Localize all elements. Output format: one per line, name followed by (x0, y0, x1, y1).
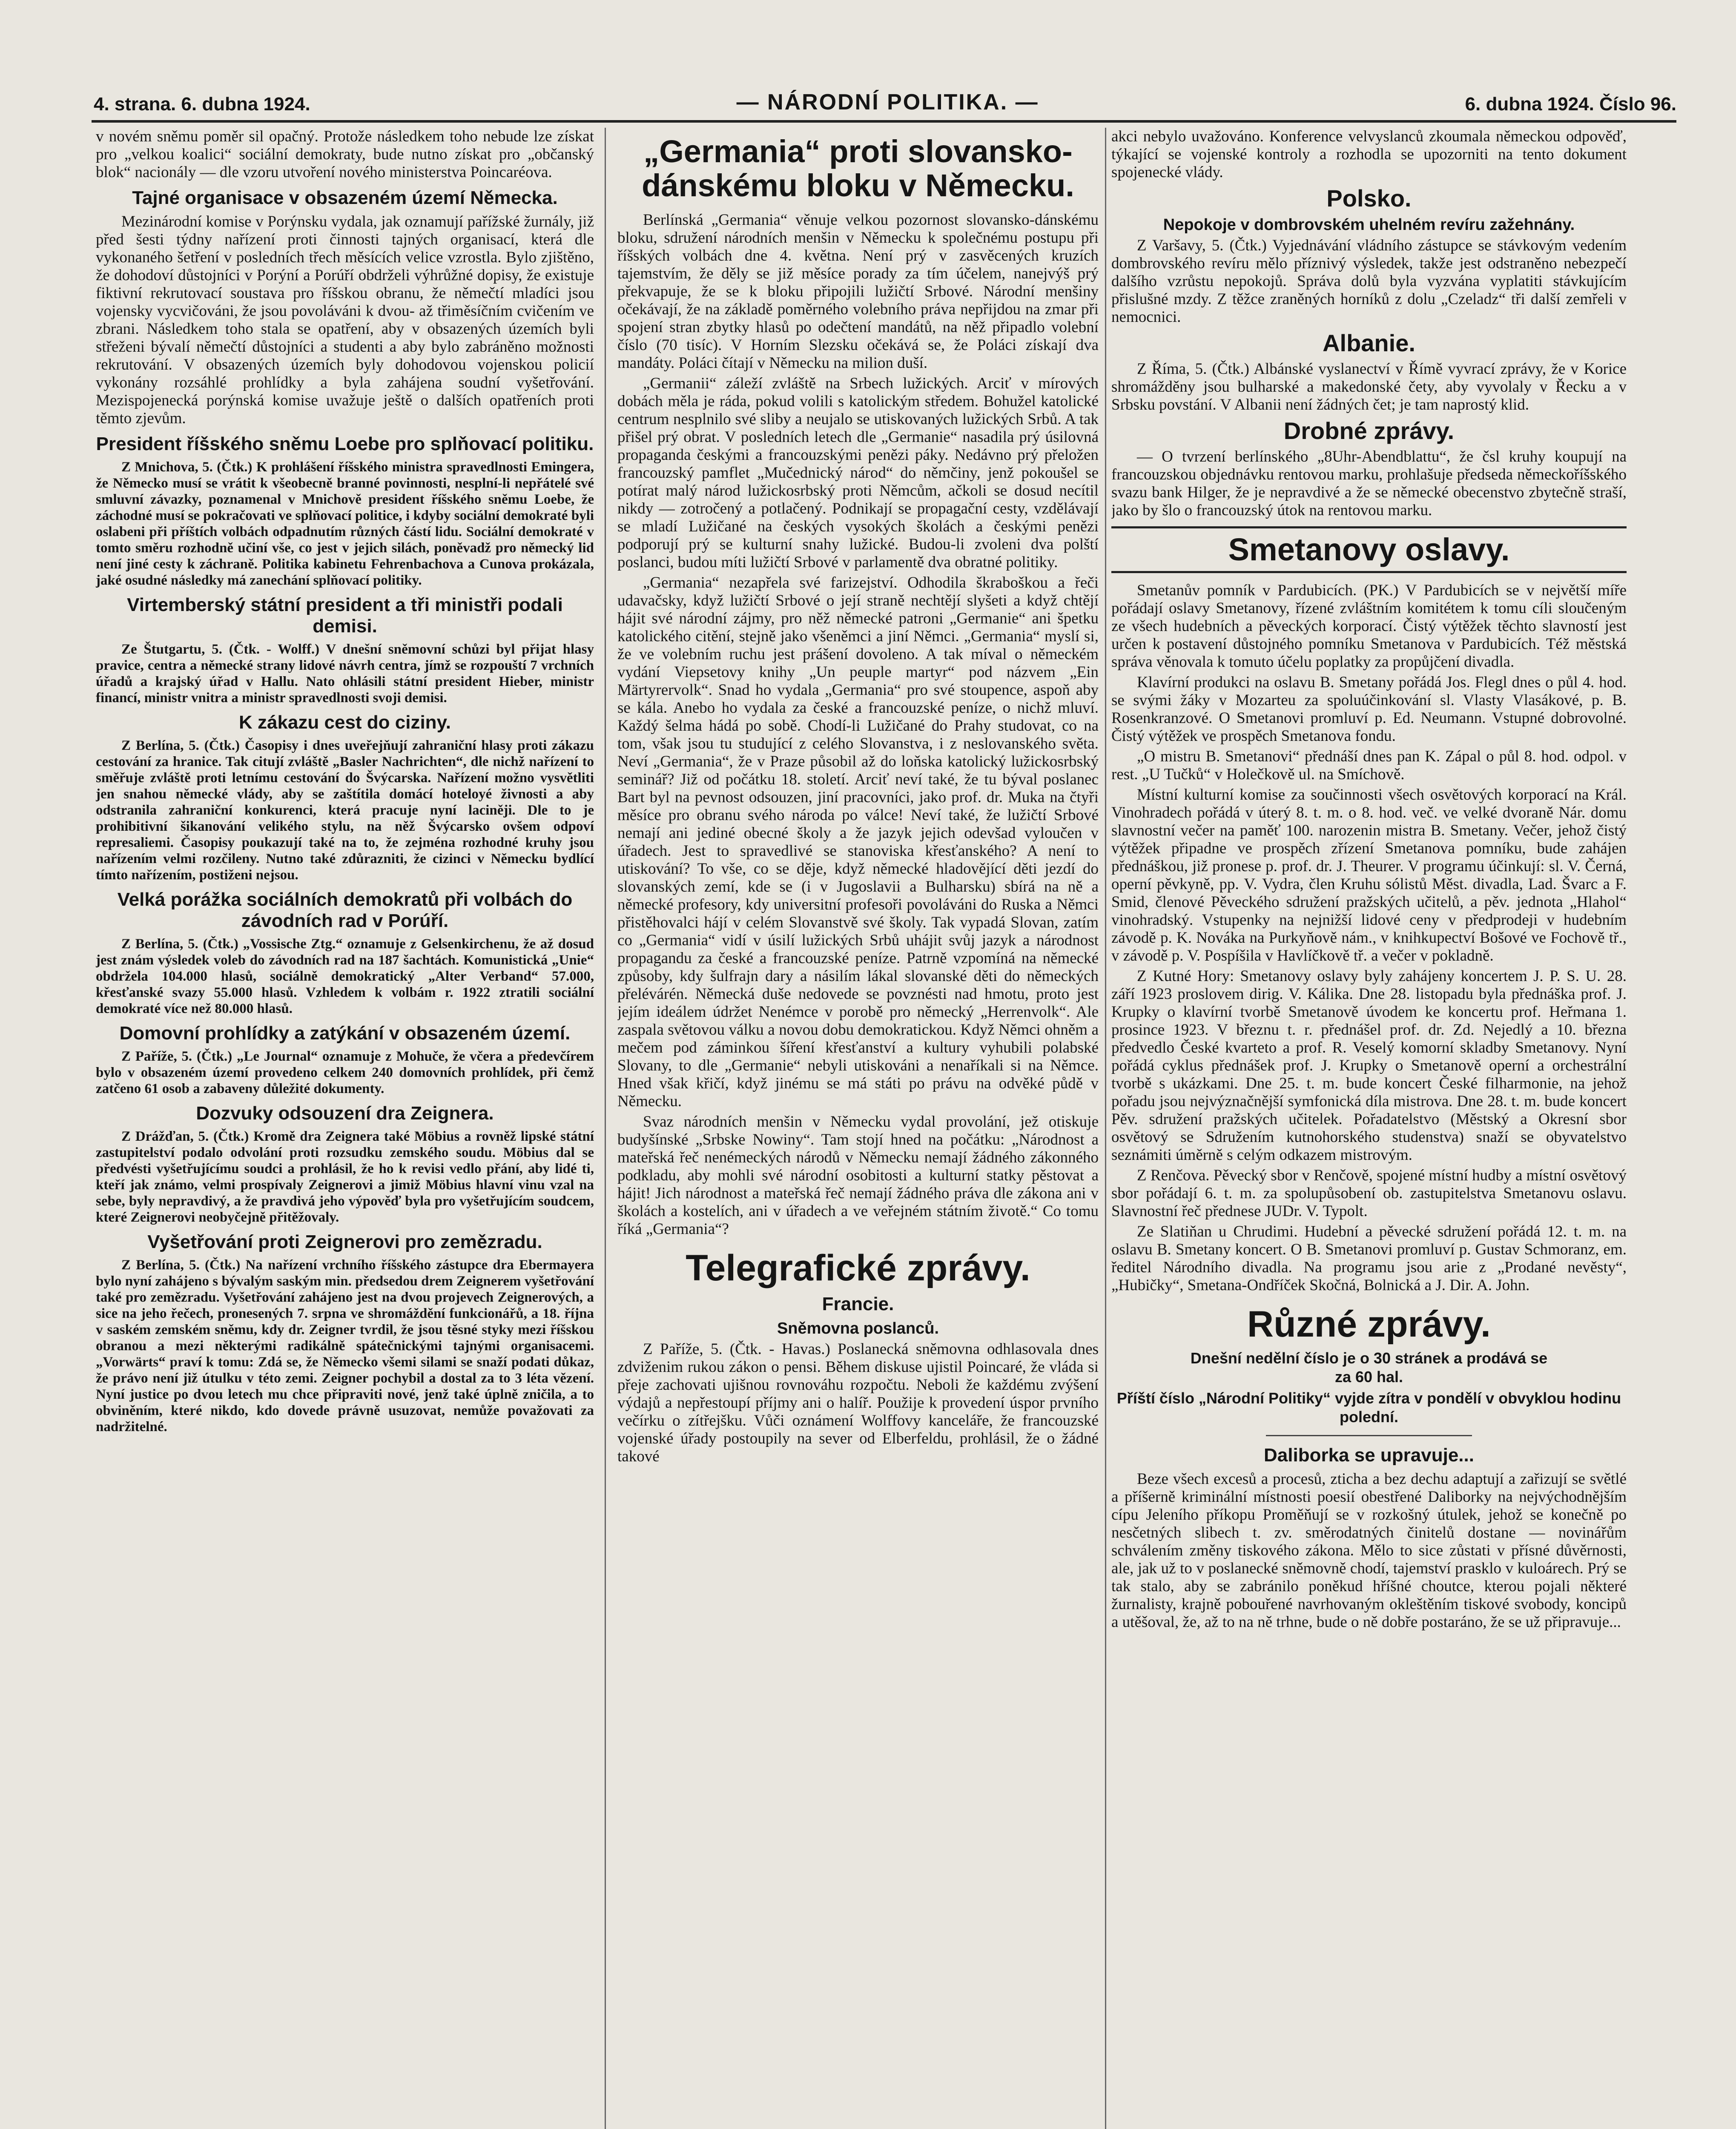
headline: Velká porážka sociálních demokratů při volbách do závodních rad v Porúří. (117, 889, 573, 931)
article-text: akci nebylo uvažováno. Konference velvyslanců zkoumala německou odpověď, týkající se vojenské kontroly a rozhodla se upozorniti na tento dokument spojenecké vlády. (1111, 128, 1627, 181)
headline: Vyšetřování proti Zeignerovi pro zemězradu. (147, 1231, 542, 1252)
article-text: „Germania“ nezapřela své farizejství. Odhodila škraboškou a řeči udavačsky, když lužičtí Srbové o její straně nechtějí slyšeti a když chtějí hájit své národní zájmy, pro něž německé patroni „Germanie“ ani špetku katolického citění, stejně jako všeněmci a jiní Němci. „Germania“ myslí si, že ve volebním ruchu jest prášení dovoleno. A tak míval o německém vydání Viepsetovy knihy „Un peuple martyr“ pod názvem „Ein Märtyrervolk“. Snad ho vydala „Germania“ pro své stoupence, aspoň aby se kála. Anebo ho vydala za české a francouzské peníze, o nichž mluví. Každý šelma hádá po sobě. Chodí-li Lužičané do Prahy studovat, co na tom, však jsou tu studující z celého Slovanstva, i z neslovanského světa. Neví „Germania“, že v Praze působil až do loňska katolický lužickosrbský seminář? Již od počátku 18. století. Arciť neví také, že tu býval poslanec Bart byl na pevnost odsouzen, jiní pracovníci, jako prof. dr. Muka na čtyři měsíce pro obranu svého národa po válce! Neví také, že lužičtí Srbové nemají ani jediné obecné školy a že jazyk jejich odevšad vyloučen v úřadech. Jest to spravedlivé se stanoviska křesťanského? A není to utiskování? To vše, co se děje, když německé hladovějící děti jezdí do slovanských zemí, kde se (i v Jugoslavii a Bulharsku) sbírá na ně a německé profesory, kdy universitní profesoři povoláváni do Ruska a Němci přistěhovalci hájí v celém Slovanstvě své školy. Tak vypadá Slovan, zatím co „Germania“ vidí v úsilí lužických Srbů uhájit svůj jazyk a národnost propagandu za české a francouzské peníze. Patrně vzpomíná na německé způsoby, kdy šulfrajn dary a násilím lákal slovanské děti do německých přelévárén. Německá duše nedovede se povznésti nad hmotu, proto jest jejím ideálem údržet Nenémce v porobě pro německý „Herrenvolk“. Ale zaspala světovou válku a novou dobu demokratickou. Když Němci ohněm a mečem pod záminkou šíření křesťanství a kultury vyhubili polabské Slovany, to dle „Germanie“ nebyli utiskováni a nenaříkali si na Němce. Hned však křičí, když jinému se má státi po právu na odvěké půdě v Německu. (617, 574, 1099, 1110)
article-text: Z Berlína, 5. (Čtk.) Časopisy i dnes uveřejňují zahraniční hlasy proti zákazu cestování za hranice. Tak citují zvláště „Basler Nachrichten“, dle nichž nařízení to směřuje zvláště proti letnímu cestování do Švýcarska. Nařízení možno vysvětliti jen snahou německé vlády, aby se zaštítila domácí hoteloyé živnosti a aby odstranila zahraniční konkurenci, která pracuje nyní laciněji. Dle to je prohibitivní šikanování velikého stylu, na něž Švýcarsko ovšem odpoví represaliemi. Časopisy poukazují také na to, že zejména rozhodné kruhy jsou nařízením velmi rozčileny. Nutno také zdůrazniti, že cizinci v Německu bydlící tímto nařízením, postiženi nejsou. (96, 738, 594, 883)
article-text: „Germanii“ záleží zvláště na Srbech lužických. Arciť v mírových dobách měla je ráda, pokud volili s katolickým středem. Bohužel katolické centrum nesplnilo své sliby a neujalo se utiskovaných lužických Srbů. A tak přišel prý obrat. V posledních letech dle „Germanie“ nasadila prý úsilovná propaganda českými a francouzskými penězi páky. Nedávno prý přeložen francouzský pamflet „Mučednický národ“ do němčiny, jenž pokoušel se potírat malý národ lužickosrbský proti Němcům, ačkoli se dosud necítil nikdy — zotročený a potlačený. Podnikají se propagační cesty, vzdělávají se mladí Lužičané na českých vysokých školách a českými penězi podporují prý se kulturní snahy lužické. Budou-li zvoleni dva polští poslanci, budou míti lužičtí Srbové v parlamentě dva obratné politiky. (617, 375, 1099, 571)
column-divider (1105, 128, 1106, 2129)
article-text: Z Kutné Hory: Smetanovy oslavy byly zahájeny koncertem J. P. S. U. 28. září 1923 proslovem dirig. V. Kálika. Dne 28. listopadu byla přednáška prof. J. Krupky o klavírní tvorbě Smetanově úvodem ke koncertu prof. Heřmana 1. prosince 1923. V březnu t. r. přednášel prof. dr. Zd. Nejedlý a 10. března předvedlo České kvarteto a prof. R. Veselý komorní skladby Smetanovy. Nyní pořádá cyklus přednášek prof. J. Krupky o Smetanově operní a orchestrální tvorbě s ukázkami. Dne 25. t. m. bude koncert České filharmonie, na jehož pořadu jsou nejvýznačnější symfonická díla mistrova. Dne 28. t. m. bude koncert Pěv. sdružení pražských učitelek. Pořadatelstvo (Městský a Okresní sbor osvětový se Sdružením kutnohorského studenstva) snaží se obyvatelstvo seznámiti úměrně s celým odkazem mistrovým. (1111, 967, 1627, 1164)
article-text: Z Paříže, 5. (Čtk. - Havas.) Poslanecká sněmovna odhlasovala dnes zdviženim rukou zákon o pensi. Během diskuse ujistil Poincaré, že vláda si přeje zachovati ujišnou rovnováhu rozpočtu. Neboli že každému zvýšení výdajů a nepřestoupí příjmy ani o halíř. Použije k provedení úspor prvního večírku o zítřejšku. Vůči oznámení Wolffovy kanceláře, že francouzské vojenské úřady postoupily na sever od Elberfeldu, prohlásil, že o žádné takové (617, 1340, 1099, 1465)
running-header (94, 85, 1676, 115)
article-text: Smetanův pomník v Pardubicích. (PK.) V Pardubicích se v největší míře pořádají oslavy Smetanovy, řízené zvláštním komitétem k tomu cíli sloučeným ze všech hudebních a pěveckých korporací. Čistý výtěžek těchto slavností jest určen k postavení důstojného pomníku Smetanova v Pardubicích. Též městská správa věnovala k tomuto účelu poplatky za propůjčení divadla. (1111, 582, 1627, 671)
article-text: Z Paříže, 5. (Čtk.) „Le Journal“ oznamuje z Mohuče, že včera a předevčírem bylo v obsazeném území provedeno celkem 240 domovních prohlídek, při čemž zatčeno 61 osob a zabaveny důležité dokumenty. (96, 1049, 594, 1096)
article-text: Z Berlína, 5. (Čtk.) Na nařízení vrchního říšského zástupce dra Ebermayera bylo nyní zahájeno s bývalým saským min. předsedou drem Zeignerem vyšetřování také pro zemězradu. Vyšetřování zahájeno jest na dvou projevech Zeignerových, a sice na jeho řečech, pronesených 7. srpna ve shromáždění funkcionářů, a 18. října v saském zemském sněmu, kdy dr. Zeigner tvrdil, že jsou těsné styky mezi říšskou obranou a mezi některými radikálně spátečnickými tajnými organisacemi. „Vorwärts“ praví k tomu: Zdá se, že Německo všemi silami se snaží podati důkaz, že právo není již útulku v této zemi. Zeigner pochybil a dostal za to 3 léta vězení. Nyní justice po dvou letech mu chce připraviti nové, jenž také úplně zničila, a to obviněním, které nikdo, kdo dovede právně usuzovat, nemůže považovati za nadržitelné. (96, 1257, 594, 1435)
headline: Polsko. (1326, 185, 1412, 212)
section-heading: Smetanovy oslavy. (1111, 526, 1627, 573)
article-text: Mezinárodní komise v Porýnsku vydala, jak oznamují pařížské žurnály, již před šesti týdny nařízení proti činnosti tajných organisací, která dle vykonaného šetření v posledních třech měsících velice vzrostla. Bylo zjištěno, že dohodoví důstojníci v Porýní a Porúří obdrželi výhrůžné dopisy, že existuje fiktivní rekrutovací soustava pro říšskou obranu, že němečtí mladíci jsou vojensky vycvičováni, že jsou povoláváni k dvou- až třiměsíčním cvičením ve zbrani. Následkem toho stala se opatření, aby v obsazených územích byli střeženi bývalí němečtí důstojníci a studenti a aby bylo zabráněno možnosti rekrutování. V obsazených územích byly dohodovou vojenskou policií vykonány rozsáhlé prohlídky a byla zahájena soudní vyšetřování. Mezispojenecká porýnská komise uvažuje ještě o dalších opatřeních proti těmto zjevům. (96, 213, 594, 427)
article-text: Ze Štutgartu, 5. (Čtk. - Wolff.) V dnešní sněmovní schůzi byl přijat hlasy pravice, centra a německé strany lidové návrh centra, jímž se rozpouští 7 vrchních úřadů a krajský úřad v Hallu. Nato ohlásili státní president Hieber, ministr financí, ministr vnitra a ministr spravedlnosti svoji demisi. (96, 642, 594, 706)
next-issue-notice: Příští číslo „Národní Politiky“ vyjde zítra v pondělí v obvyklou hodinu polední. (1116, 1389, 1621, 1426)
headline: K zákazu cest do ciziny. (238, 712, 451, 733)
article-text: Z Říma, 5. (Čtk.) Albánské vyslanectví v Římě vyvrací zprávy, že v Korice shromážděny jsou bulharské a makedonské čety, aby vyvolaly v Řecku a v Srbsku povstání. V Albanii není žádných čet; je tam naprostý klid. (1111, 360, 1627, 413)
article-text: Z Mnichova, 5. (Čtk.) K prohlášení říšského ministra spravedlnosti Emingera, že Německo musí se vrátit k všeobecně branné povinnosti, nesplní-li nepřátelé své smluvní závazky, poznamenal v Mnichově president říšského sněmu Loebe, že záchodné musí se pokračovati ve splňovací politice, i kdyby sociální demokraté byli oslabeni při příštích volbách odpadnutím různých částí lidu. Sociální demokraté v tomto směru rozhodně učiní vše, co jest v jejich silách, poněvadž pro německý lid není jiné cesty k záchraně. Politika kabinetu Fehrenbachova a Cunova prokázala, jaké osudné následky má zanechání splňovací politiky. (96, 459, 594, 588)
header-left: 4. strana. 6. dubna 1924. (94, 94, 310, 115)
article-text: „O mistru B. Smetanovi“ přednáší dnes pan K. Zápal o půl 8. hod. odpol. v rest. „U Tučků“ v Holečkově ul. na Smíchově. (1111, 748, 1627, 783)
headline: President říšského sněmu Loebe pro splňovací politiku. (96, 433, 594, 454)
headline: Drobné zprávy. (1283, 417, 1455, 444)
article-text: Klavírní produkci na oslavu B. Smetany pořádá Jos. Flegl dnes o půl 4. hod. se svými žáky v Mozarteu za spoluúčinkování sl. Vlasty Vlasákové, p. B. Rosenkranzové. O Smetanovi promluví p. Ed. Neumann. Vstupné dobrovolné. Čistý výtěžek ve prospěch Smetanova fondu. (1111, 674, 1627, 745)
article-text: Ze Slatiňan u Chrudimi. Hudební a pěvecké sdružení pořádá 12. t. m. na oslavu B. Smetany koncert. O B. Smetanovi promluví p. Gustav Schmoranz, em. ředitel Národního divadla. Na programu jsou arie z „Prodané nevěsty“, „Hubičky“, Smetana-Ondříček Skočná, Bolnická a J. Dir. A. John. (1111, 1223, 1627, 1294)
article-text: Berlínská „Germania“ věnuje velkou pozornost slovansko-dánskému bloku, sdružení národních menšin v Německu k společnému postupu při říšských volbách dne 4. května. Není prý v zasvěcených kruzích tajemstvím, že děly se již měsíce porady za tím účelem, nanejvýš prý překvapuje, že se k bloku připojili lužičtí Srbové. Národní menšiny očekávají, že na základě poměrného volebního práva nepřijdou na zmar při spojení stran zbytky hlasů po odečtení mandátů, na něž připadlo volební číslo (70 tisíc). V Horním Slezsku očekává se, že Poláci získají dva mandáty. Poláci čítají v Německu na milion duší. (617, 211, 1099, 372)
article-text: Místní kulturní komise za součinnosti všech osvětových korporací na Král. Vinohradech pořádá v úterý 8. t. m. o 8. hod. več. ve velké dvoraně Nár. domu slavnostní večer na paměť 100. narozenin mistra B. Smetany. Večer, jehož čistý výtěžek připadne ve prospěch zřízení Smetanova pomníku, bude zahájen přednáškou, již pronese p. prof. dr. J. Theurer. V programu účinkují: sl. V. Černá, operní pěvkyně, pp. V. Vydra, člen Kruhu sólistů Měst. divadla, Lad. Švarc a F. Smid, členové Pěveckého sdružení pražských učitelů, a pěv. jednota „Hlahol“ vinohradský. Vstupenky na nejnižší lidové ceny v předprodeji v hudebním závodě p. K. Nováka na Purkyňově nám., v knihkupectví Bošové ve Fochově tř., v závodě p. V. Pospíšila v Havlíčkově tř. a večer v pokladně. (1111, 786, 1627, 964)
price-notice (1111, 1349, 1627, 1386)
headline: „Germania“ proti slovansko-dánskému bloku v Německu. (642, 134, 1074, 203)
headline: Daliborka se upravuje... (1264, 1445, 1474, 1466)
section-heading: Telegrafické zprávy. (686, 1248, 1030, 1288)
divider (1266, 1435, 1472, 1436)
price-notice-text: Dnešní nedělní číslo je o 30 stránek a prodává se (1190, 1349, 1548, 1367)
subheadline: Nepokoje v dombrovském uhelném revíru zažehnány. (1163, 216, 1575, 234)
column-3 (1111, 128, 1627, 2129)
article-text: — O tvrzení berlínského „8Uhr-Abendblattu“, že čsl kruhy koupují na francouzskou objednávku rentovou marku, prohlašuje předseda německoříšského svazu bank Hilger, že je nepravdivé a že se německé obecenstvo zbytečně straší, jako by šlo o francouzský útok na rentovou marku. (1111, 448, 1627, 519)
article-text: Z Renčova. Pěvecký sbor v Renčově, spojené místní hudby a místní osvětový sbor pořádají 6. t. m. za spolupůsobení ob. zastupitelstva Smetanovu oslavu. Slavnostní řeč přednese JUDr. V. Typolt. (1111, 1167, 1627, 1220)
section-heading: Různé zprávy. (1247, 1304, 1491, 1345)
subheadline: Sněmovna poslanců. (777, 1320, 939, 1337)
article-text: Z Varšavy, 5. (Čtk.) Vyjednávání vládního zástupce se stávkovým vedením dombrovského revíru mělo příznivý výsledek, takže jest odstraněno nebezpečí dalšího vzrůstu nepokojů. Správa dolů byla vyzvána vyplatiti stávkujícím přislušné mzdy. Z těžce zraněných horníků z dolu „Czeladz“ tři další zemřeli v nemocnici. (1111, 237, 1627, 326)
article-text: Z Berlína, 5. (Čtk.) „Vossische Ztg.“ oznamuje z Gelsenkirchenu, že až dosud jest znám výsledek voleb do závodních rad na 187 šachtách. Komunistická „Unie“ obdržela 104.000 hlasů, sociálně demokratický „Alter Verband“ 57.000, křesťanské svazy 55.000 hlasů. Vzhledem k volbám r. 1922 ztratili sociální demokraté více než 80.000 hlasů. (96, 936, 594, 1016)
price-notice-unit: za 60 hal. (1334, 1368, 1403, 1386)
headline: Virtemberský státní president a tři ministři podali demisi. (127, 594, 563, 637)
headline: Domovní prohlídky a zatýkání v obsazeném území. (119, 1023, 571, 1044)
article-text: Z Drážďan, 5. (Čtk.) Kromě dra Zeignera také Möbius a rovněž lipské státní zastupitelství podalo odvolání proti rozsudku zemského soudu. Möbius dal se předvésti vyšetřujícímu soudci a prohlásil, že ho k revisi vedlo přání, aby lidé ti, kteří jak známo, velmi prospívaly Zeignerovi a jimiž Möbius hlavní vinu vzal na sebe, byly nepravdivý, a že pravdivá jeho výpověď byla pro vyšetřujícím soudcem, které Zeignerovi neobyčejně přitěžovaly. (96, 1129, 594, 1225)
headline: Albanie. (1323, 330, 1415, 356)
header-right: 6. dubna 1924. Číslo 96. (1465, 94, 1676, 115)
headline: Francie. (822, 1294, 894, 1314)
column-divider (605, 128, 606, 2129)
headline: Tajné organisace v obsazeném území Německa. (132, 187, 558, 208)
header-rule (92, 120, 1676, 123)
column-2 (617, 128, 1099, 2129)
headline: Dozvuky odsouzení dra Zeignera. (196, 1103, 494, 1124)
column-1 (96, 128, 594, 2129)
article-text: v novém sněmu poměr sil opačný. Protože následkem toho nebude lze získat pro „velkou koalici“ sociální demokraty, bude nutno získat pro „občanský blok“ nacionály — dle vzoru utvoření nového ministerstva Poincaréova. (96, 128, 594, 181)
article-text: Beze všech excesů a procesů, zticha a bez dechu adaptují a zařizují se světlé a příšerně kriminální místnosti poesií obestřené Daliborky na nejvýchodnějším cípu Jeleního příkopu Proměňují se v rozkošný útulek, jehož se konečně po nesčetných slibech t. zv. směrodatných činitelů dostane — novinářům schválením změny tiskového zákona. Mělo to sice zůstati v přísné důvěrnosti, ale, jak už to v poslanecké sněmovně chodí, tajemství prasklo v kuloárech. Prý se tak stalo, aby se zabránilo poněkud hříšné choutce, kterou pojali některé žurnalisty, krajně pobouřené navrhovaným okleštěním tiskové svobody, koncipů a utěšoval, že, až to na ně trhne, bude o ně dobře postaráno, že se už připravuje... (1111, 1470, 1627, 1631)
article-text: Svaz národních menšin v Německu vydal provolání, jež otiskuje budyšínské „Srbske Nowiny“. Tam stojí hned na počátku: „Národnost a mateřská řeč nenémeckých národů v Německu nemají žádného zákonného podkladu, aby mohli své národní osobitosti a kulturní statky pěstovat a hájit! Jich národnost a mateřská řeč nemají žádného práva dle zákona ani v školách a kostelích, ani v úřadech a ve veřejném státním životě.“ Co tomu říká „Germania“? (617, 1113, 1099, 1238)
header-masthead: — NÁRODNÍ POLITIKA. — (736, 90, 1039, 115)
